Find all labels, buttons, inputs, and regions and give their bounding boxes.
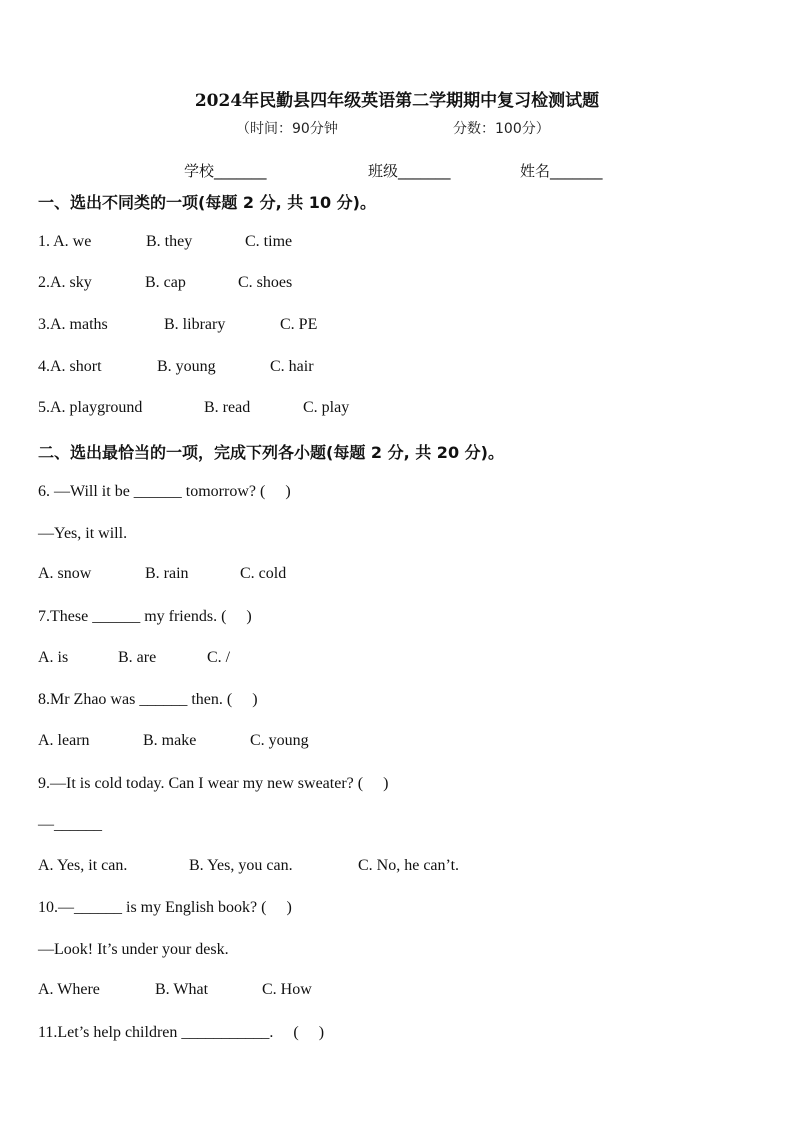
q2-option-b: B. cap	[145, 274, 186, 291]
q7-stem: 7.These ______ my friends. ( )	[38, 608, 252, 625]
q9-option-a: A. Yes, it can.	[38, 857, 128, 874]
q10-option-c: C. How	[262, 981, 312, 998]
q9-option-b: B. Yes, you can.	[189, 857, 293, 874]
q7-option-a: A. is	[38, 649, 69, 666]
q8-stem: 8.Mr Zhao was ______ then. ( )	[38, 691, 258, 708]
school-field: 学校_______	[184, 162, 267, 180]
page-title: 2024年民勤县四年级英语第二学期期中复习检测试题	[194, 91, 600, 111]
q1-option-c: C. time	[245, 233, 293, 250]
q1-option-a: 1. A. we	[38, 233, 92, 250]
q3-option-b: B. library	[164, 316, 226, 333]
q6-option-c: C. cold	[240, 565, 287, 582]
q11-stem: 11.Let’s help children ___________. ( )	[38, 1024, 325, 1041]
q6-option-a: A. snow	[38, 565, 92, 582]
q6-stem: 6. —Will it be ______ tomorrow? ( )	[38, 483, 291, 500]
q5-option-b: B. read	[204, 399, 251, 416]
q8-option-c: C. young	[250, 732, 309, 749]
q10-option-b: B. What	[155, 981, 209, 998]
q3-option-a: 3.A. maths	[38, 316, 108, 333]
q8-option-a: A. learn	[38, 732, 90, 749]
class-field: 班级_______	[368, 162, 451, 180]
q2-option-a: 2.A. sky	[38, 274, 92, 291]
q4-option-c: C. hair	[270, 358, 314, 375]
q5-option-a: 5.A. playground	[38, 399, 143, 416]
q1-option-b: B. they	[146, 233, 193, 250]
q3-option-c: C. PE	[280, 316, 318, 333]
q7-option-c: C. /	[207, 649, 231, 666]
q8-option-b: B. make	[143, 732, 197, 749]
q7-option-b: B. are	[118, 649, 157, 666]
q9-option-c: C. No, he can’t.	[358, 857, 460, 874]
q10-stem: 10.—______ is my English book? ( )	[38, 899, 292, 916]
q6-reply: —Yes, it will.	[38, 525, 128, 542]
name-field: 姓名_______	[520, 162, 603, 180]
q4-option-b: B. young	[157, 358, 216, 375]
q9-stem: 9.—It is cold today. Can I wear my new sweater? ( )	[38, 775, 389, 792]
q10-option-a: A. Where	[38, 981, 100, 998]
q4-option-a: 4.A. short	[38, 358, 102, 375]
section-1-heading: 一、选出不同类的一项(每题 2 分, 共 10 分)。	[38, 193, 376, 212]
exam-time: （时间：90分钟	[236, 121, 338, 137]
exam-score: 分数：100分）	[453, 121, 550, 137]
q9-reply: —______	[38, 816, 102, 833]
q2-option-c: C. shoes	[238, 274, 293, 291]
q10-reply: —Look! It’s under your desk.	[38, 941, 229, 958]
q6-option-b: B. rain	[145, 565, 189, 582]
section-2-heading: 二、选出最恰当的一项，完成下列各小题(每题 2 分, 共 20 分)。	[38, 443, 504, 462]
q5-option-c: C. play	[303, 399, 350, 416]
